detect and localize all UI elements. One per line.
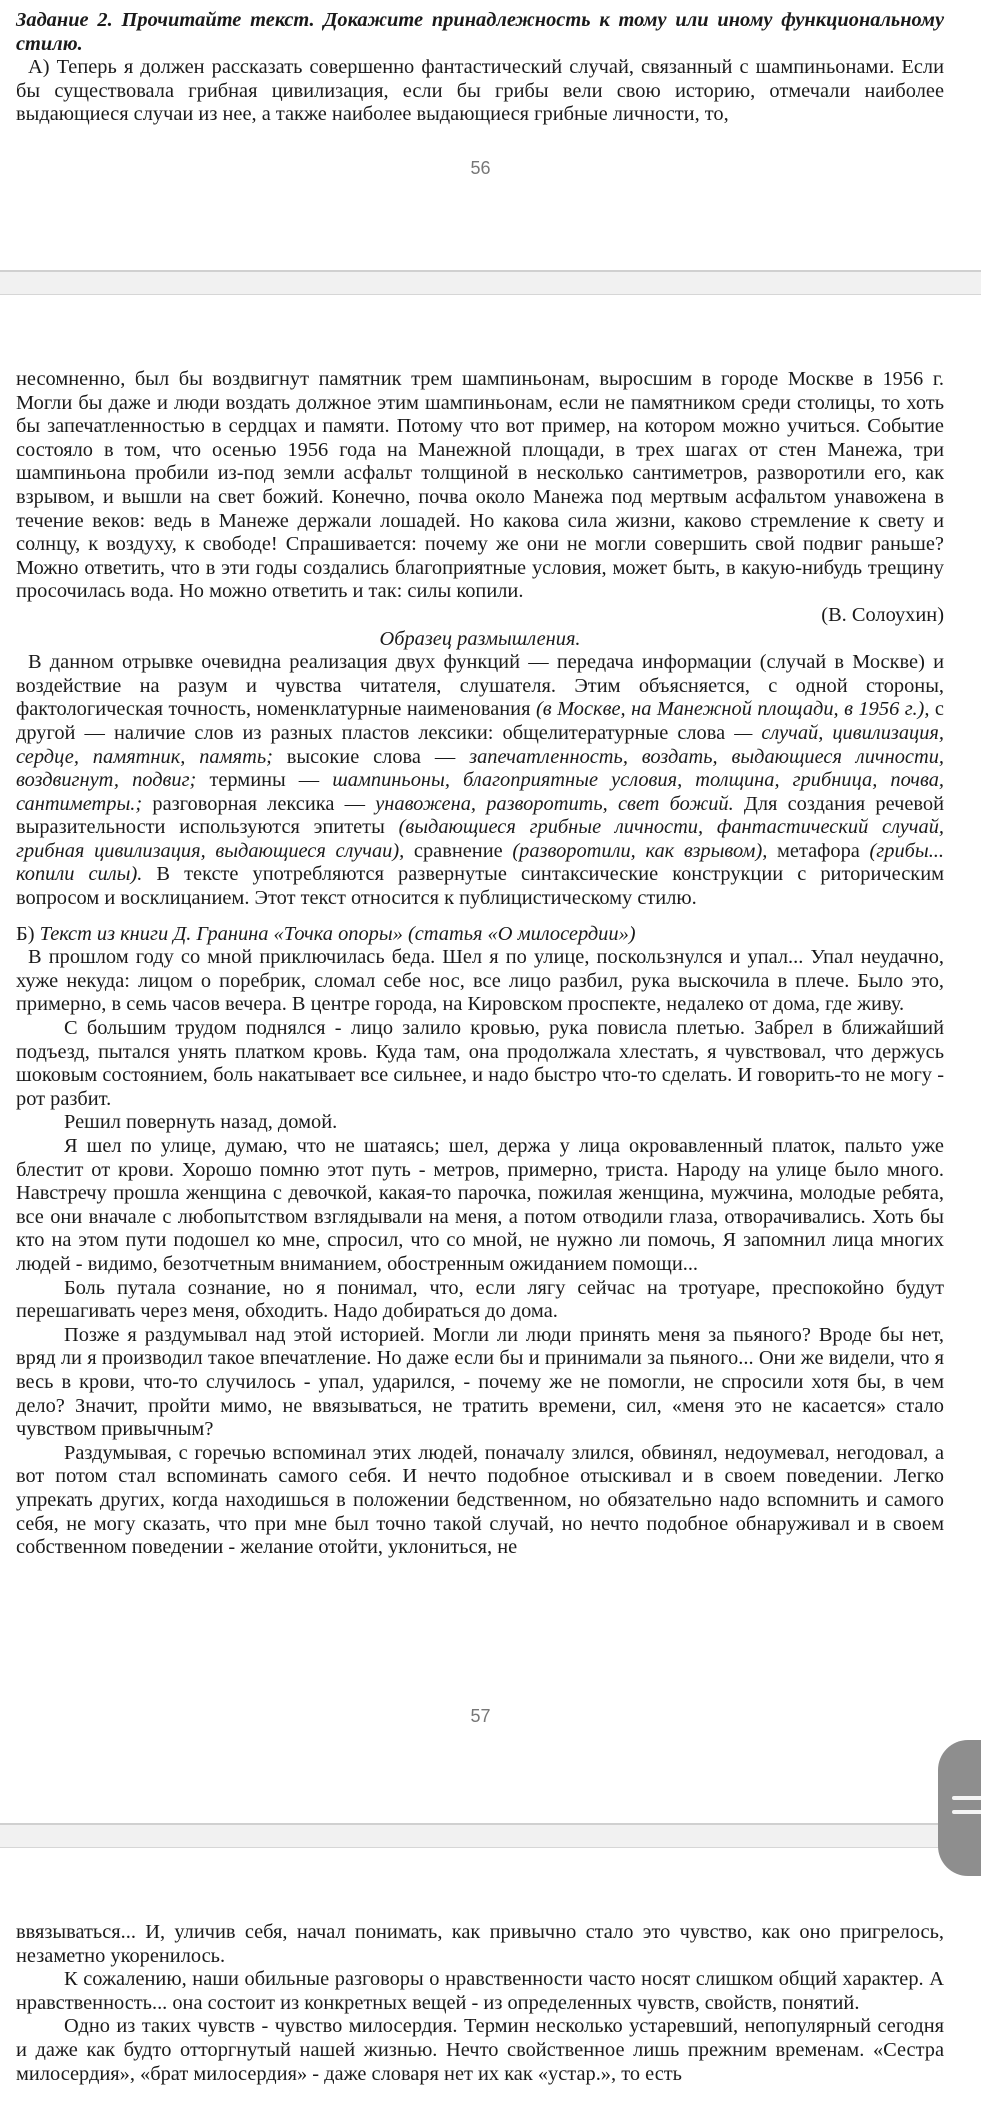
author-signature: (В. Солоухин) [821, 603, 944, 626]
sample-analysis: В данном отрывке очевидна реализация двух функций — передача информации (случай в Москве) и воздействие на разум и чувства читателя, слушателя. Этим объясняется, с одной стороны, фактологическая точность, номенклатурные наименования (в Москве, на Манежной площади, в 1956 г.), с другой — наличие слов из разных пластов лексики: общелитературные слова — случай, цивилизация, сердце, памятник, память; высокие слова — запечатленность, воздать, выдающиеся личности, воздвигнут, подвиг; термины — шампиньоны, благоприятные условия, толщина, грибница, почва, сантиметры.; разговорная лексика — унавожена, разворотить, свет божий. Для создания речевой выразительности используются эпитеты (выдающиеся грибные личности, фантастический случай, грибная цивилизация, выдающиеся случаи), сравнение (разворотили, как взрывом), метафора (грибы... копили силы). В тексте употребляются развернутые синтаксические конструкции с риторическим вопросом и восклицанием. Этот текст относится к публицистическому стилю. [16, 651, 945, 910]
page-58-paragraph: К сожалению, наши обильные разговоры о нравственности часто носят слишком общий характер. А нравственность... она состоит из конкретных вещей - из определенных чувств, свойств, понятий. [16, 1968, 944, 2014]
page-57-content [16, 368, 944, 1560]
side-panel-handle[interactable] [938, 1740, 981, 1876]
text-b-paragraph: Позже я раздумывал над этой историей. Могли ли люди принять меня за пьяного? Вроде бы нет, вряд ли я производил такое впечатление. Но даже если бы и принимали за пьяного... Они же видели, что я весь в крови, что-то случилось - упал, ударился, - почему же не помогли, не спросили хотя бы, в чем дело? Значит, пройти мимо, не ввязываться, не тратить времени, сил, «меня это не касается» стало чувством привычным? [16, 1323, 944, 1441]
page-separator-1 [0, 270, 981, 295]
document-page-58 [0, 1848, 981, 2101]
page-56-content [16, 9, 944, 127]
page-number-57: 57 [470, 1706, 491, 1726]
page-number-56: 56 [470, 158, 491, 178]
text-b-paragraph: С большим трудом поднялся - лицо залило кровью, рука повисла плетью. Забрел в ближайший подъезд, пытался унять платком кровь. Куда там, она продолжала хлестать, я чувствовал, что держусь шоковым состоянием, боль накатывает все сильнее, и надо быстро что-то сделать. И говорить-то не могу - рот разбит. [16, 1017, 944, 1110]
task-title: Задание 2. Прочитайте текст. Докажите принадлежность к тому или иному функциональному стилю. [16, 9, 944, 55]
document-page-56 [0, 0, 981, 270]
text-b-title: Текст из книги Д. Гранина «Точка опоры» (статья «О милосердии») [39, 922, 636, 945]
text-b-label: Б) [16, 922, 35, 945]
text-b-paragraph: В прошлом году со мной приключилась беда. Шел я по улице, поскользнулся и упал... Упал неудачно, хуже некуда: лицом о поребрик, сломал себе нос, все лицо разбил, рука выскочила в плече. Было это, примерно, в семь часов вечера. В центре города, на Кировском проспекте, недалеко от дома, где живу. [16, 946, 944, 1016]
page-58-paragraph: ввязываться... И, уличив себя, начал понимать, как привычно стало это чувство, как оно пригрелось, незаметно укоренилось. [16, 1921, 944, 1967]
text-b-paragraph: Боль путала сознание, но я понимал, что, если лягу сейчас на тротуаре, преспокойно будут перешагивать через меня, обходить. Надо добираться до дома. [16, 1276, 944, 1323]
page-58-paragraph: Одно из таких чувств - чувство милосердия. Термин несколько устаревший, непопулярный сегодня и даже как будто отторгнутый нашей жизнью. Нечто свойственное лишь прежним временам. «Сестра милосердия», «брат милосердия» - даже словаря нет их как «устар.», то есть [16, 2015, 944, 2085]
document-page-57 [0, 295, 981, 1823]
page-58-content [16, 1921, 944, 2086]
text-b-paragraph: Я шел по улице, думаю, что не шатаясь; шел, держа у лица окровавленный платок, пальто уже блестит от крови. Хорошо помню этот путь - метров, примерно, триста. Народу на улице было много. Навстречу прошла женщина с девочкой, какая-то парочка, пожилая женщина, мужчина, молодые ребята, все они вначале с любопытством взглядывали на меня, а потом отводили глаза, отворачивались. Хоть бы кто на этом пути подошел ко мне, спросил, что со мной, не нужно ли помочь, Я запомнил лица многих людей - видимо, безотчетным вниманием, обостренным ожиданием помощи... [16, 1135, 944, 1275]
text-b-heading [16, 923, 944, 947]
sample-title: Образец размышления. [379, 627, 581, 650]
text-b-paragraph: Решил повернуть назад, домой. [64, 1111, 338, 1134]
page-separator-2 [0, 1823, 981, 1848]
text-a-continuation: несомненно, был бы воздвигнут памятник трем шампиньонам, выросшим в городе Москве в 1956 г. Могли бы даже и люди воздать должное этим шампиньонам, если не памятником среди столицы, то хоть бы запечатленностью в сердцах и памяти. Потому что вот пример, на котором можно учиться. Событие состояло в том, что осенью 1956 года на Манежной площади, в трех шагах от стен Манежа, три шампиньона пробили из-под земли асфальт толщиной в несколько сантиметров, разворотили его, как взрывом, и вышли на свет божий. Конечно, почва около Манежа под мертвым асфальтом унавожена в течение веков: ведь в Манеже держали лошадей. Но какова сила жизни, каково стремление к свету и солнцу, к воздуху, к свободе! Спрашивается: почему же они не могли совершить свой подвиг раньше? Можно ответить, что в эти годы создались благоприятные условия, может быть, в какую-нибудь трещину просочилась вода. Но можно ответить и так: силы копили. [16, 368, 944, 603]
paragraph-a-start: А) Теперь я должен рассказать совершенно фантастический случай, связанный с шампиньонами. Если бы существовала грибная цивилизация, если бы грибы вели свою историю, отмечали наиболее выдающиеся случаи из нее, а также наиболее выдающиеся грибные личности, то, [16, 56, 944, 126]
text-b-paragraph: Раздумывая, с горечью вспоминал этих людей, поначалу злился, обвинял, недоумевал, негодовал, а вот потом стал вспоминать самого себя. И нечто подобное отыскивал и в своем поведении. Легко упрекать других, когда находишься в положении бедственном, но обязательно надо вспомнить и самого себя, не могу сказать, что при мне был точно такой случай, но нечто подобное обнаруживал и в своем собственном поведении - желание отойти, уклониться, не [16, 1441, 944, 1559]
